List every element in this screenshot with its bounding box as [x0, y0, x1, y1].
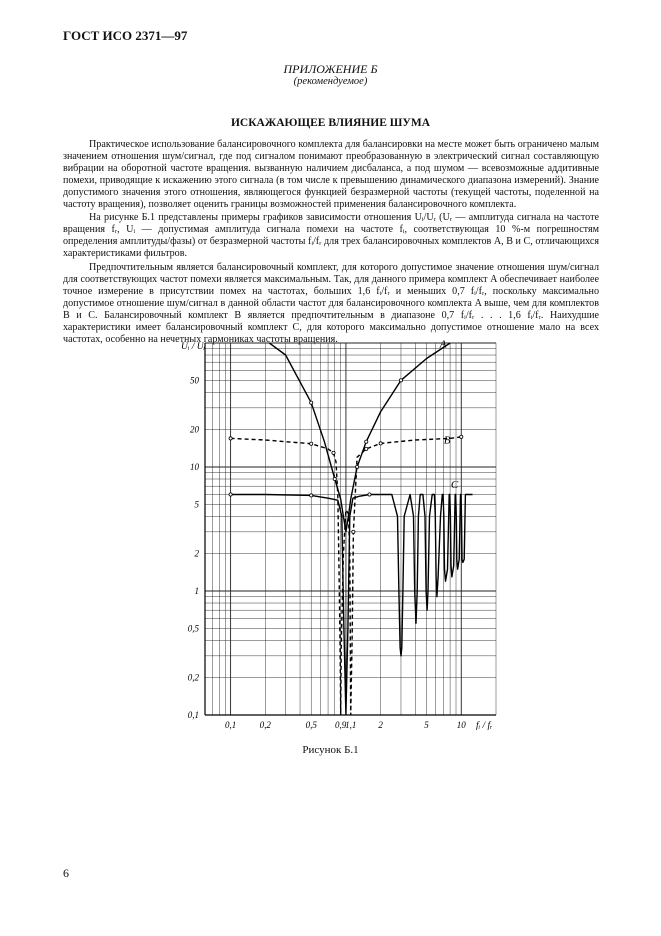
noise-ratio-chart: [160, 338, 512, 738]
series-C-label: C: [450, 478, 459, 491]
x-tick-label: 0,2: [259, 720, 271, 730]
series-B-point: [352, 530, 355, 533]
y-tick-label: 10: [190, 462, 199, 472]
series-C-point: [368, 493, 371, 496]
x-tick-label: 0,1: [224, 720, 237, 730]
x-tick-label: 5: [424, 720, 429, 730]
series-A-point: [399, 379, 402, 382]
series-A-point: [333, 477, 336, 480]
appendix-subtitle: (рекомендуемое): [293, 76, 368, 87]
series-A-point: [310, 401, 313, 404]
y-tick-label: 5: [194, 499, 199, 510]
section-title: ИСКАЖАЮЩЕЕ ВЛИЯНИЕ ШУМА: [230, 117, 431, 129]
x-tick-label: 1,1: [345, 720, 357, 730]
paragraph: Предпочтительным является балансировочный комплект, для которого допустимое значение отношения шум/сигнал для соответствующих частот помехи является максимальным. Так, для данного примера комплект A обеспечивает наиболее точное измерение в присутствии помех на частотах, больших 1,6 fᵢ/fᵣ и меньших 0,7 fᵢ/fᵣ, поскольку максимально допустимое отношение шум/сигнал в данной области частот для балансировочного комплекта A выше, чем для комплектов B и C. Балансировочный комплект B является предпочтительным в диапазоне 0,7 fᵢ/fᵣ . . . 1,6 fᵢ/fᵣ. Наихудшие характеристики имеет балансировочный комплект C, для которого максимально допустимое отношение мало на всех частотах, особенно на нечетных гармониках частоты вращения.: [63, 262, 599, 345]
series-B-point: [460, 435, 463, 438]
x-tick-label: 2: [378, 720, 383, 730]
paragraph: Практическое использование балансировочного комплекта для балансировки на месте может быть ограничено малым значением отношения шум/сигнал, где под сигналом понимают преобразованную в электрический сигнал составляющую вибрации на оборотной частоте вращения. вызванную наличием дисбаланса, а под шумом — всевозможные аддитивные помехи, приводящие к искажению этого сигнала (в том числе к превышению динамического диапазона измерений). Знание допустимого значения этого отношения, являющегося функцией безразмерной частоты (текущей частоты, поделенной на частоту вращения), позволяет оценить границы возможностей применения балансировочного комплекта.: [63, 139, 599, 210]
series-C-point: [229, 493, 232, 496]
series-C-point: [310, 494, 313, 497]
y-tick-label: 2: [194, 548, 199, 559]
paragraph: На рисунке Б.1 представлены примеры графиков зависимости отношения Uᵢ/Uᵣ (Uᵣ — амплитуда сигнала на частоте вращения fᵣ, Uᵢ — допустимая амплитуда сигнала помехи на частоте fᵢ, соответствующая 10 %-м погрешностям определения амплитуды/фазы) от безразмерной частоты fᵢ/fᵣ для трех балансировочных комплектов A, B и C, отличающихся характеристиками фильтров.: [63, 212, 599, 260]
y-tick-label: 20: [190, 424, 199, 435]
x-axis-label: fᵢ / fᵣ: [476, 721, 493, 731]
series-B-point: [310, 442, 313, 445]
appendix-title: ПРИЛОЖЕНИЕ Б: [283, 62, 378, 76]
series-B-label: B: [443, 434, 451, 447]
y-tick-label: 50: [190, 375, 199, 386]
y-tick-label: 0,1: [187, 710, 199, 720]
y-tick-label: 1: [194, 586, 199, 596]
document-header: ГОСТ ИСО 2371—97: [63, 28, 188, 43]
figure-caption: Рисунок Б.1: [302, 744, 359, 756]
y-tick-label: 0,2: [187, 672, 199, 683]
series-B-point: [332, 451, 335, 454]
y-tick-label: 0,5: [187, 623, 199, 634]
series-C-line: [231, 495, 473, 716]
figure: [160, 338, 512, 743]
series-B-point: [365, 447, 368, 450]
body-text: [63, 139, 599, 347]
series-B-point: [229, 437, 232, 440]
x-tick-label: 10: [456, 720, 466, 730]
page-number: 6: [63, 866, 69, 880]
y-axis-label: Uᵢ / Uᵣ: [181, 342, 206, 352]
series-B-point: [379, 442, 382, 445]
series-A-point: [365, 440, 368, 443]
series-A-label: A: [439, 338, 447, 351]
x-tick-label: 0,9: [335, 720, 347, 730]
x-tick-label: 0,5: [305, 720, 317, 730]
